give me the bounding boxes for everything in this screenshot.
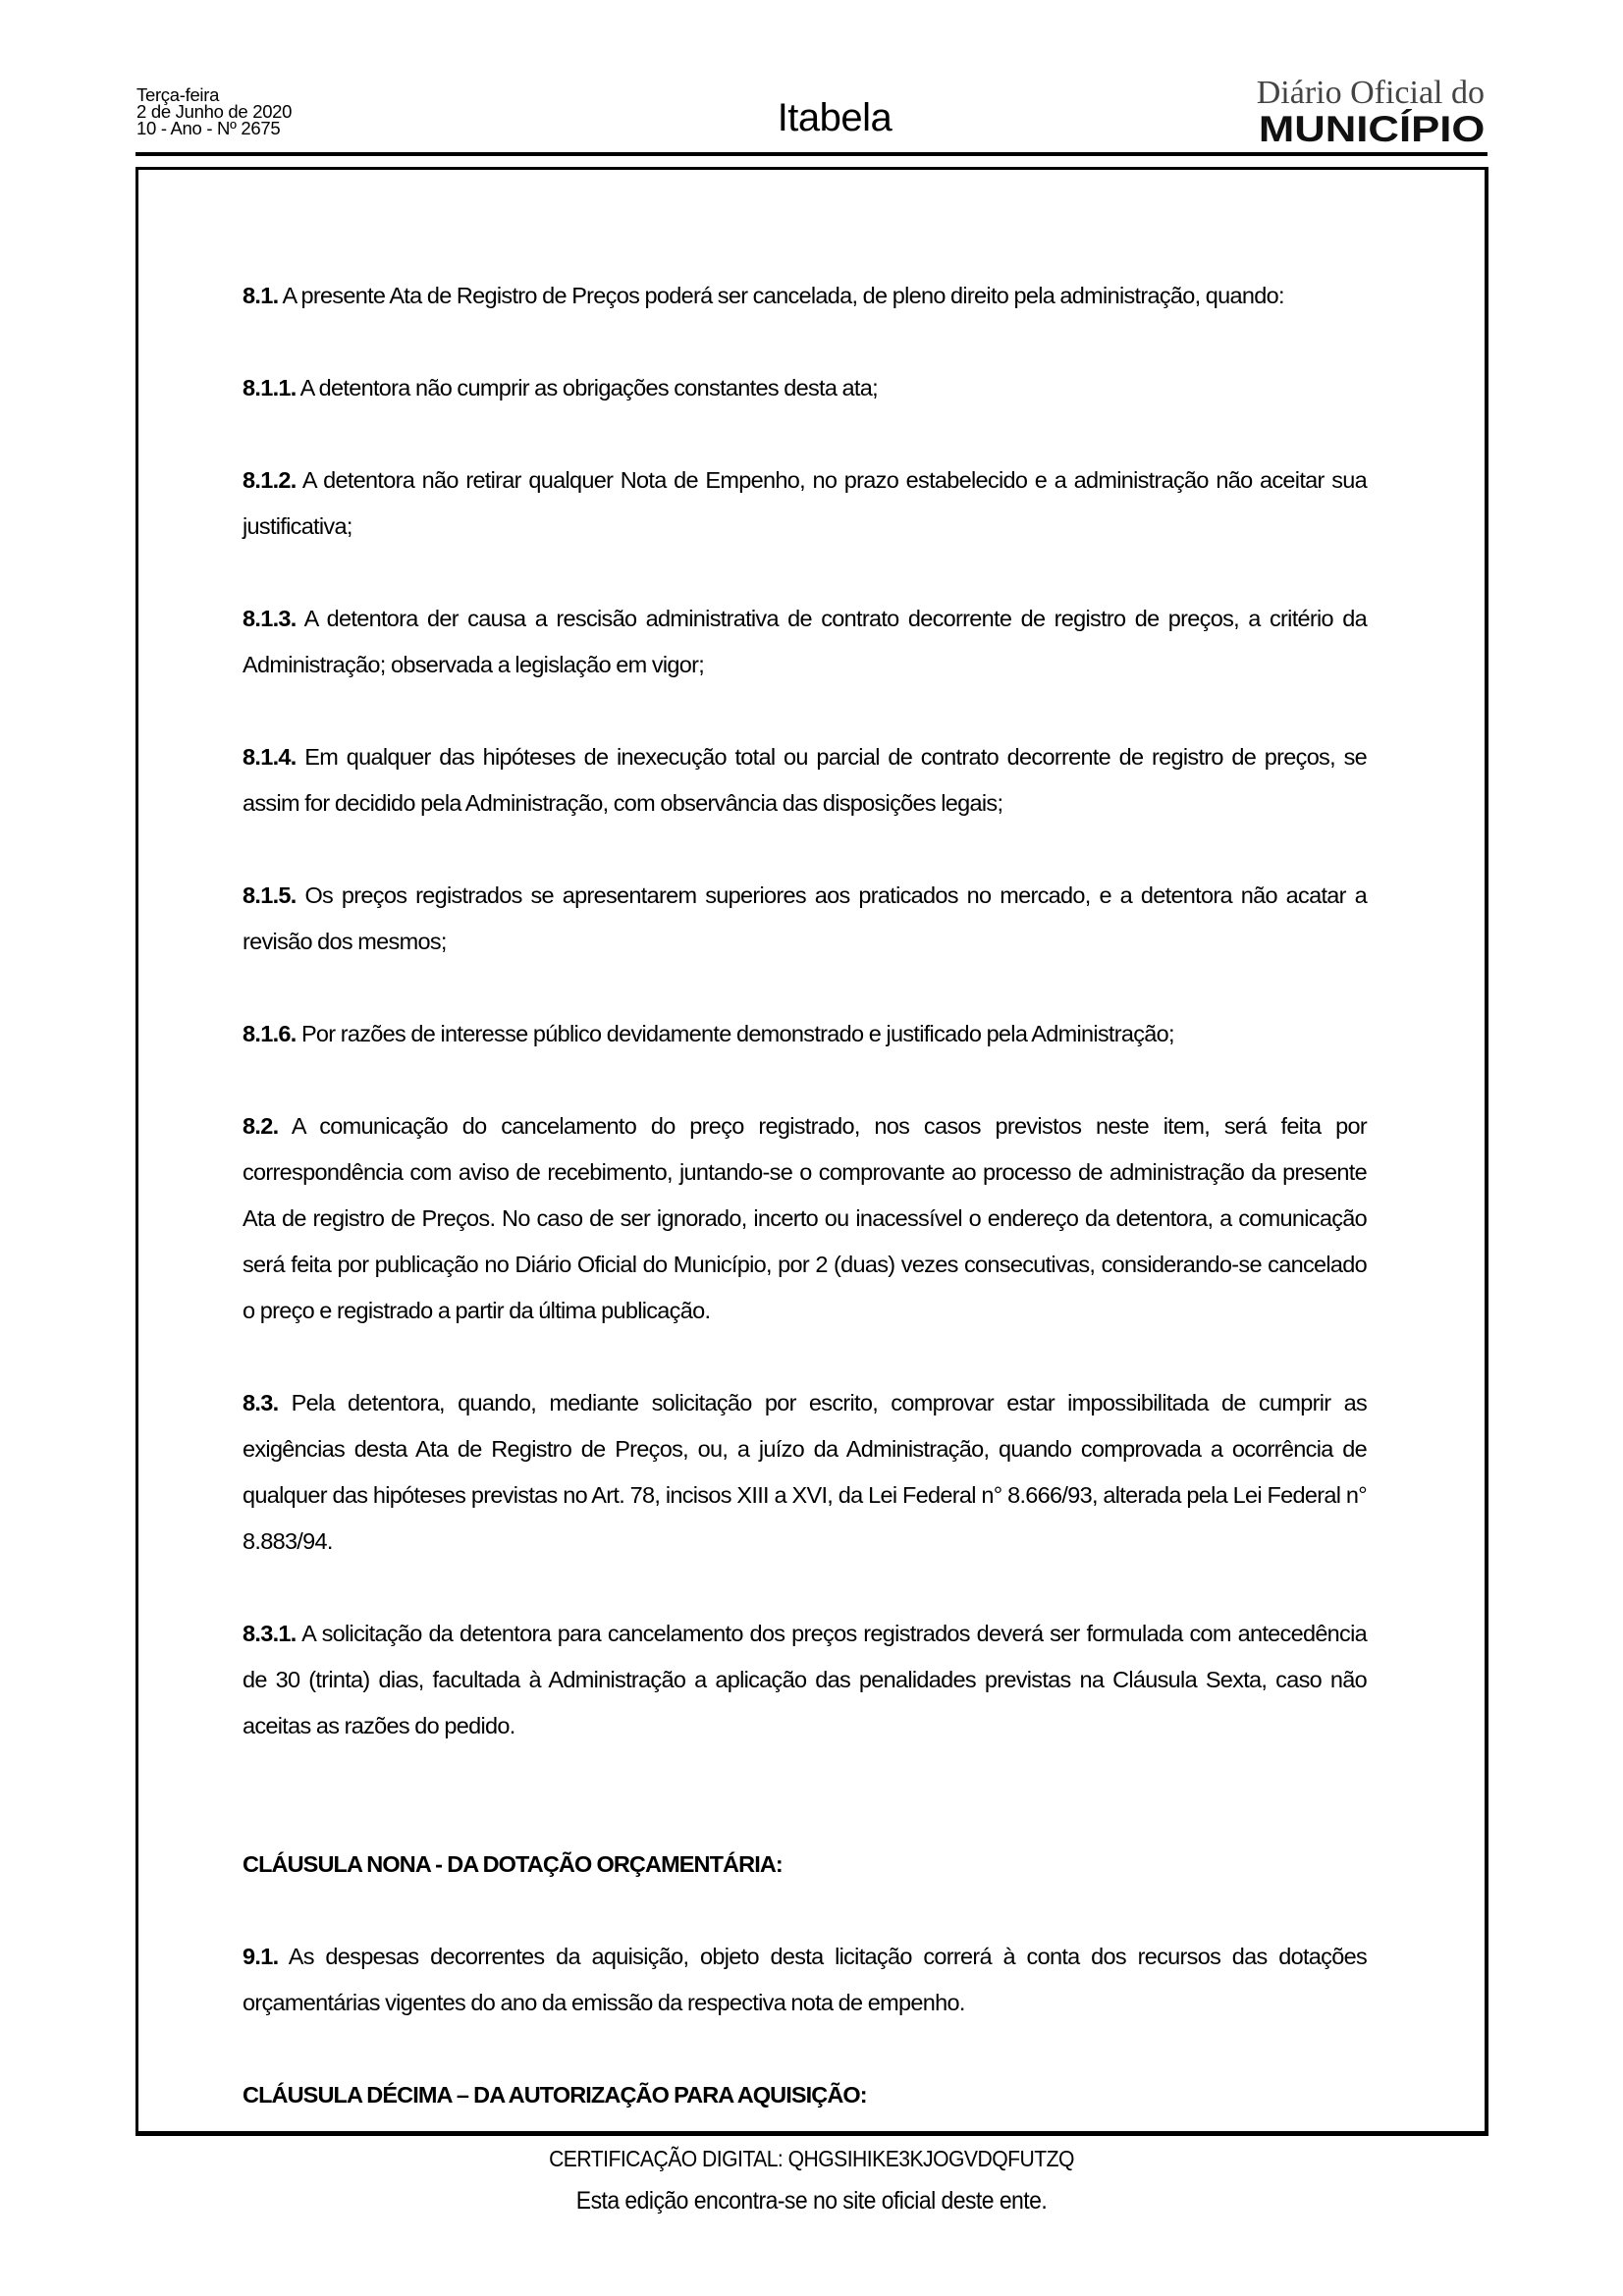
header-divider: [135, 152, 1488, 156]
clause-9-1: [243, 1934, 1367, 2026]
clause-8-1-4: [243, 734, 1367, 827]
weekday: Terça-feira: [136, 84, 220, 105]
clause-number: 8.1.1.: [243, 375, 297, 400]
city-name: Itabela: [777, 96, 893, 139]
logo-top-text: Diário Oficial do: [1256, 75, 1485, 111]
document-body: [243, 273, 1367, 2164]
clause-8-1-2: [243, 457, 1367, 550]
heading-clausula-decima: CLÁUSULA DÉCIMA – DA AUTORIZAÇÃO PARA AQUISIÇÃO:: [243, 2082, 867, 2108]
clause-8-1-6: [243, 1011, 1367, 1057]
diario-oficial-logo: [1193, 77, 1488, 151]
clause-8-1-1: [243, 365, 1367, 411]
logo-bottom-text: MUNICÍPIO: [1258, 109, 1485, 149]
heading-clausula-nona: CLÁUSULA NONA - DA DOTAÇÃO ORÇAMENTÁRIA:: [243, 1851, 783, 1877]
clause-number: 8.1.5.: [243, 882, 297, 908]
clause-number: 8.1.6.: [243, 1021, 297, 1046]
clause-8-1-5: [243, 873, 1367, 965]
clause-number: 8.1.4.: [243, 744, 297, 770]
clause-8-2: [243, 1103, 1367, 1334]
clause-text: A detentora der causa a rescisão administrativa de contrato decorrente de registro de preços, a critério da Administração; observada a legislação em vigor;: [243, 606, 1367, 677]
edition-number: 10 - Ano - Nº 2675: [136, 118, 281, 138]
clause-text: Pela detentora, quando, mediante solicitação por escrito, comprovar estar impossibilitada de cumprir as exigências desta Ata de Registro de Preços, ou, a juízo da Administração, quando comprovada a ocorrência de qualquer das hipóteses previstas no Art. 78, incisos XIII a XVI, da Lei Federal n° 8.666/93, alterada pela Lei Federal n° 8.883/94.: [243, 1390, 1367, 1554]
clause-number: 8.2.: [243, 1113, 279, 1139]
clause-text: A detentora não retirar qualquer Nota de Empenho, no prazo estabelecido e a administração não aceitar sua justificativa;: [243, 467, 1367, 539]
clause-text: A detentora não cumprir as obrigações constantes desta ata;: [296, 375, 878, 400]
spacer: [243, 1795, 1367, 1842]
clause-8-1: [243, 273, 1367, 319]
publication-date: 2 de Junho de 2020: [136, 101, 293, 122]
clause-number: 8.1.2.: [243, 467, 297, 493]
clause-text: A solicitação da detentora para cancelamento dos preços registrados deverá ser formulada com antecedência de 30 (trinta) dias, facultada à Administração a aplicação das penalidades previstas na Cláusula Sexta, caso não aceitas as razões do pedido.: [243, 1621, 1367, 1738]
clause-number: 8.3.: [243, 1390, 279, 1415]
clause-number: 8.3.1.: [243, 1621, 297, 1646]
clause-text: A presente Ata de Registro de Preços poderá ser cancelada, de pleno direito pela administração, quando:: [278, 283, 1284, 308]
clause-text: Os preços registrados se apresentarem superiores aos praticados no mercado, e a detentora não acatar a revisão dos mesmos;: [243, 882, 1367, 954]
clause-text: Por razões de interesse público devidamente demonstrado e justificado pela Administração;: [296, 1021, 1174, 1046]
clause-8-1-3: [243, 596, 1367, 688]
clause-8-3: [243, 1380, 1367, 1565]
clause-text: Em qualquer das hipóteses de inexecução total ou parcial de contrato decorrente de registro de preços, se assim for decidido pela Administração, com observância das disposições legais;: [243, 744, 1367, 816]
clause-text: As despesas decorrentes da aquisição, objeto desta licitação correrá à conta dos recursos das dotações orçamentárias vigentes do ano da emissão da respectiva nota de empenho.: [243, 1944, 1367, 2015]
digital-certification: CERTIFICAÇÃO DIGITAL: QHGSIHIKE3KJOGVDQFUTZQ: [549, 2146, 1074, 2171]
site-note: Esta edição encontra-se no site oficial deste ente.: [575, 2187, 1048, 2215]
clause-number: 9.1.: [243, 1944, 279, 1969]
edition-info: [136, 86, 292, 136]
clause-8-3-1: [243, 1611, 1367, 1749]
clause-number: 8.1.3.: [243, 606, 297, 631]
clause-number: 8.1.: [243, 283, 279, 308]
clause-text: A comunicação do cancelamento do preço registrado, nos casos previstos neste item, será feita por correspondência com aviso de recebimento, juntando-se o comprovante ao processo de administração da presente Ata de registro de Preços. No caso de ser ignorado, incerto ou inacessível o endereço da detentora, a comunicação será feita por publicação no Diário Oficial do Município, por 2 (duas) vezes consecutivas, considerando-se cancelado o preço e registrado a partir da última publicação.: [243, 1113, 1367, 1323]
